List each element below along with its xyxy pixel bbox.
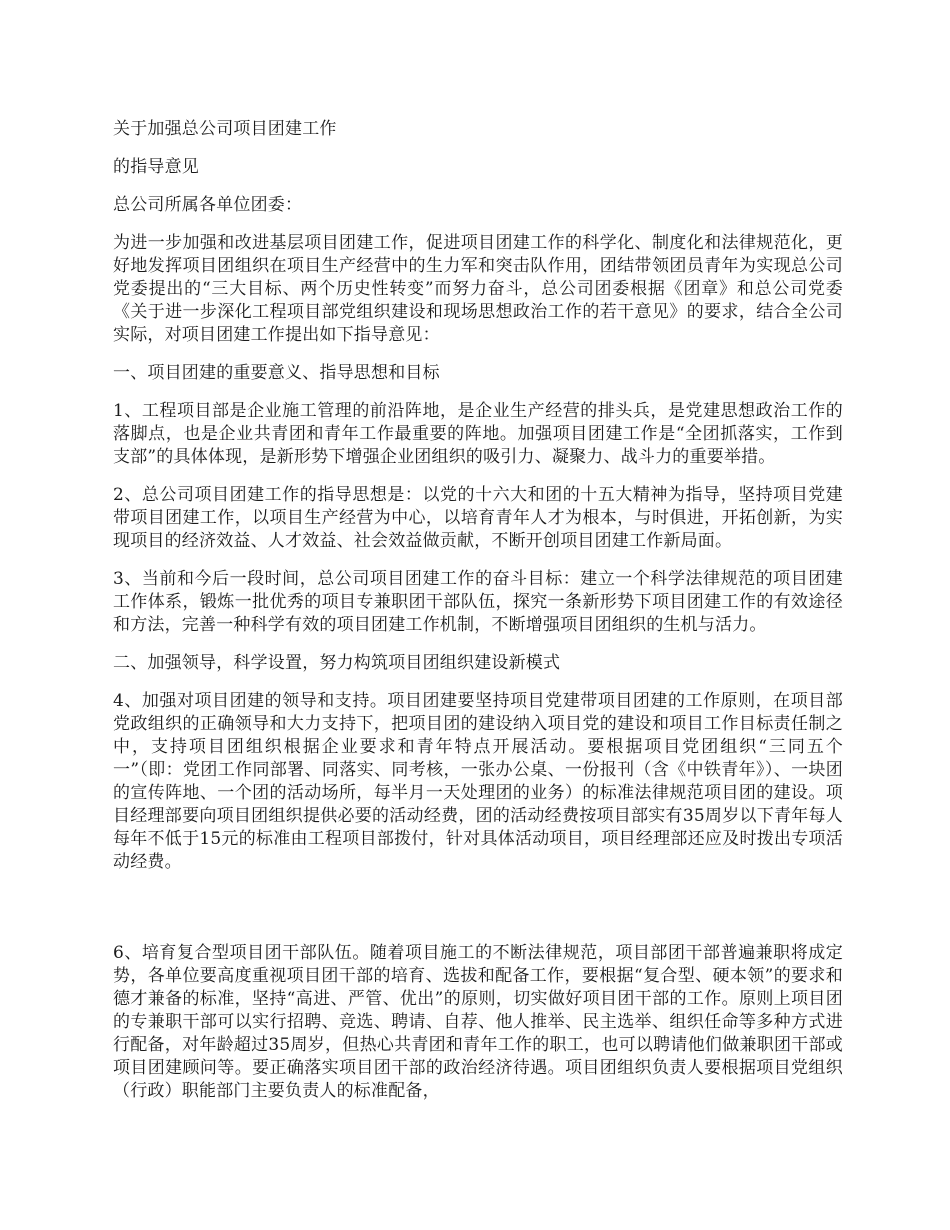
paragraph-item-6: 6、培育复合型项目团干部队伍。随着项目施工的不断法律规范，项目部团干部普遍兼职将成定势，各单位要高度重视项目团干部的培育、选拔和配备工作，要根据“复合型、硬本领”的要求和德才兼备的标准，坚持“高进、严管、优出”的原则，切实做好项目团干部的工作。原则上项目团的专兼职干部可以实行招聘、竞选、聘请、自荐、他人推举、民主选举、组织任命等多种方式进行配备，对年龄超过35周岁，但热心共青团和青年工作的职工，也可以聘请他们做兼职团干部或项目团建顾问等。要正确落实项目团干部的政治经济待遇。项目团组织负责人要根据项目党组织（行政）职能部门主要负责人的标准配备， — [113, 943, 843, 1101]
intro-paragraph: 为进一步加强和改进基层项目团建工作，促进项目团建工作的科学化、制度化和法律规范化，更好地发挥项目团组织在项目生产经营中的生力军和突击队作用，团结带领团员青年为实现总公司党委提出的“三大目标、两个历史性转变”而努力奋斗，总公司团委根据《团章》和总公司党委《关于进一步深化工程项目部党组织建设和现场思想政治工作的若干意见》的要求，结合全公司实际，对项目团建工作提出如下指导意见： — [113, 233, 843, 345]
section-2-heading: 二、加强领导，科学设置，努力构筑项目团组织建设新模式 — [113, 653, 561, 673]
document-page — [113, 118, 843, 1118]
paragraph-item-2: 2、总公司项目团建工作的指导思想是：以党的十六大和团的十五大精神为指导，坚持项目党建带项目团建工作，以项目生产经营为中心，以培育青年人才为根本，与时俱进，开拓创新，为实现项目的经济效益、人才效益、社会效益做贡献，不断开创项目团建工作新局面。 — [113, 485, 843, 551]
section-1-heading: 一、项目团建的重要意义、指导思想和目标 — [113, 363, 440, 383]
paragraph-item-3: 3、当前和今后一段时间，总公司项目团建工作的奋斗目标：建立一个科学法律规范的项目团建工作体系，锻炼一批优秀的项目专兼职团干部队伍，探究一条新形势下项目团建工作的有效途径和方法，完善一种科学有效的项目团建工作机制，不断增强项目团组织的生机与活力。 — [113, 569, 843, 635]
document-title-line-2: 的指导意见 — [113, 157, 199, 177]
salutation: 总公司所属各单位团委： — [113, 195, 303, 215]
document-title-line-1: 关于加强总公司项目团建工作 — [113, 119, 337, 139]
paragraph-item-1: 1、工程项目部是企业施工管理的前沿阵地，是企业生产经营的排头兵，是党建思想政治工作的落脚点，也是企业共青团和青年工作最重要的阵地。加强项目团建工作是“全团抓落实，工作到支部”的具体体现，是新形势下增强企业团组织的吸引力、凝聚力、战斗力的重要举措。 — [113, 401, 843, 467]
paragraph-item-4: 4、加强对项目团建的领导和支持。项目团建要坚持项目党建带项目团建的工作原则，在项目部党政组织的正确领导和大力支持下，把项目团的建设纳入项目党的建设和项目工作目标责任制之中，支持项目团组织根据企业要求和青年特点开展活动。要根据项目党团组织“三同五个一”（即：党团工作同部署、同落实、同考核，一张办公桌、一份报刊（含《中铁青年》）、一块团的宣传阵地、一个团的活动场所，每半月一天处理团的业务）的标准法律规范项目团的建设。项目经理部要向项目团组织提供必要的活动经费，团的活动经费按项目部实有35周岁以下青年每人每年不低于15元的标准由工程项目部拨付，针对具体活动项目，项目经理部还应及时拨出专项活动经费。 — [113, 691, 843, 872]
